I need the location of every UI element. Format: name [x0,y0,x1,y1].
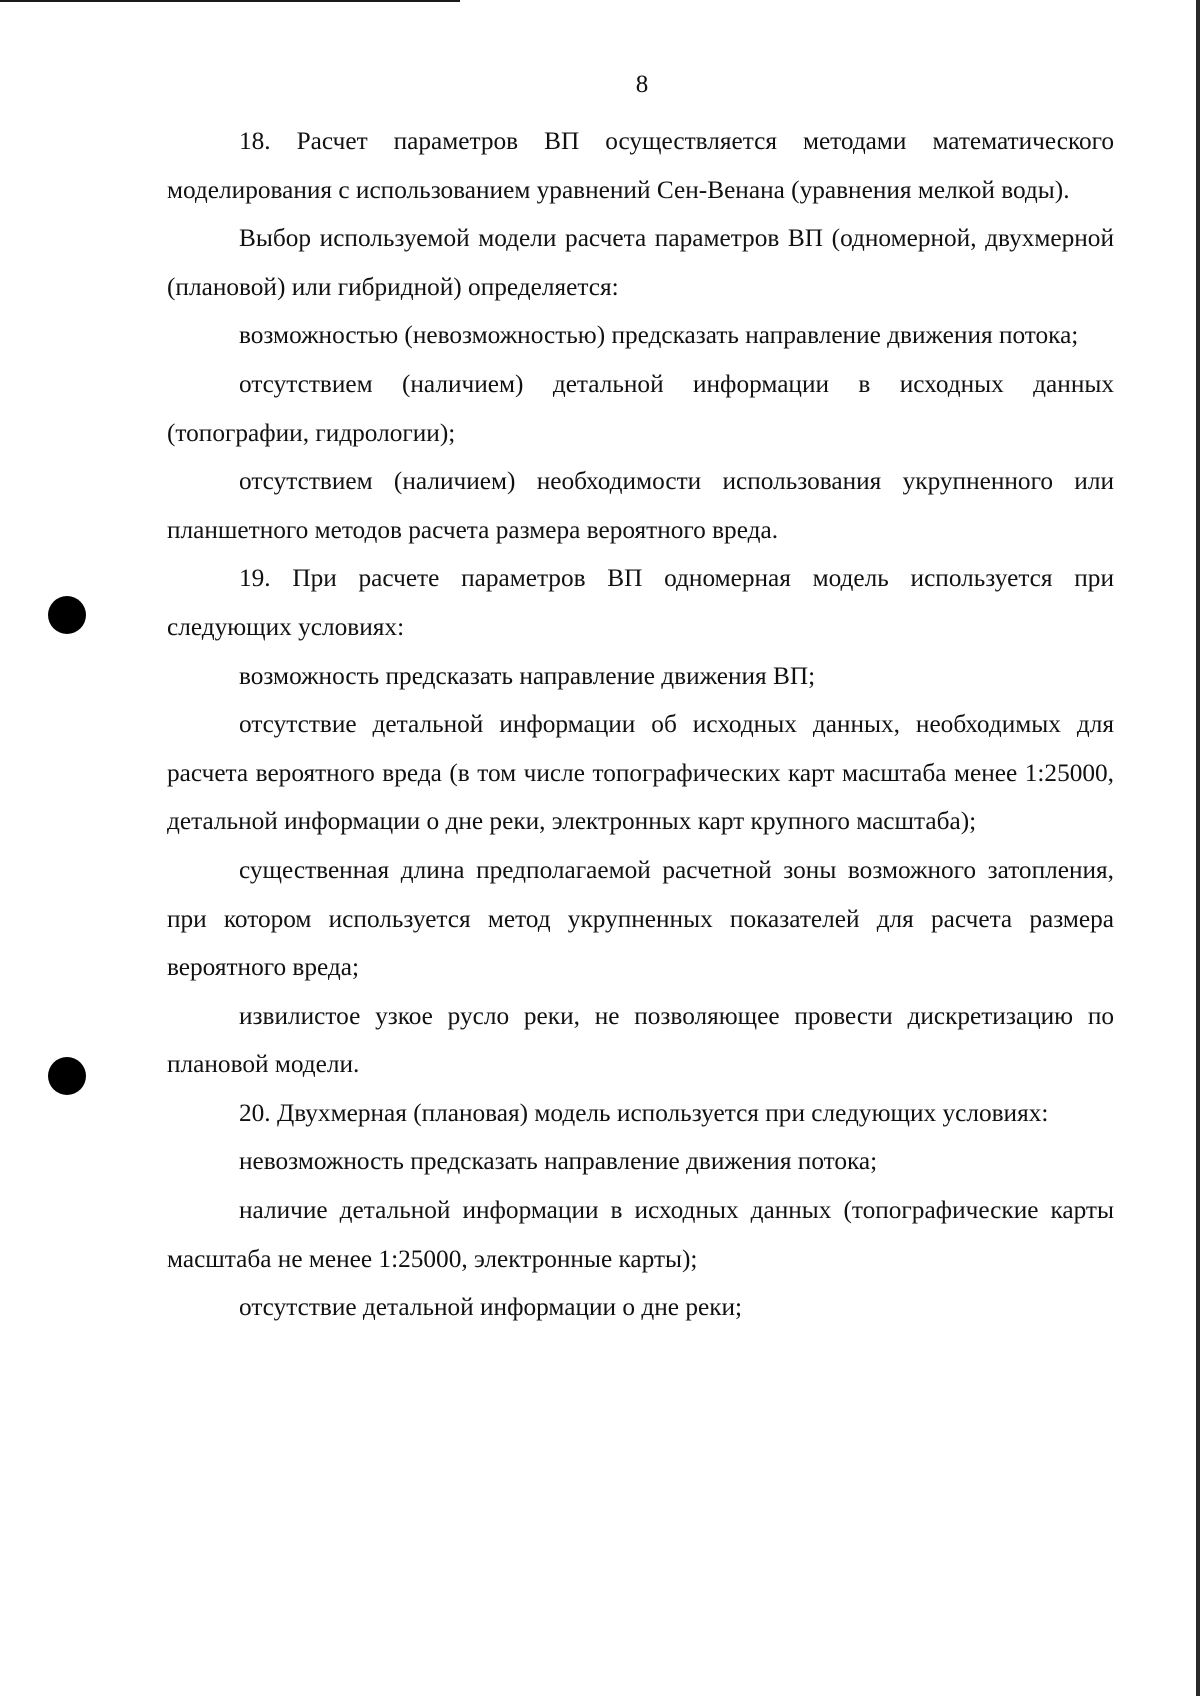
punch-hole-mark [48,596,86,634]
list-item-river-channel: извилистое узкое русло реки, не позволяющее провести дискретизацию по плановой модели. [167,1001,1114,1079]
paragraph-18-intro: 18. Расчет параметров ВП осуществляется методами математического моделирования с использованием уравнений Сен-Венана (уравнения мелкой воды). [167,127,1114,204]
paragraph-20-intro: 20. Двухмерная (плановая) модель используется при следующих условиях: [239,1098,1049,1127]
list-item-unpredictable-flow: невозможность предсказать направление движения потока; [239,1147,878,1176]
list-item-calc-method: отсутствием (наличием) необходимости использования укрупненного или планшетного методов расчета размера вероятного вреда. [167,467,1114,544]
list-item-no-detail-info: отсутствие детальной информации об исходных данных, необходимых для расчета вероятного вреда (в том числе топографических карт масштаба менее 1:25000, детальной информации о дне реки, электронных карт крупного масштаба); [167,710,1114,836]
list-item-no-riverbed-info: отсутствие детальной информации о дне реки; [239,1293,743,1322]
paragraph-model-choice: Выбор используемой модели расчета параметров ВП (одномерной, двухмерной (плановой) или гибридной) определяется: [167,224,1114,301]
list-item-detail-available: наличие детальной информации в исходных данных (топографические карты масштаба не менее 1:25000, электронные карты); [167,1196,1114,1273]
scan-border-right [1196,0,1200,1696]
punch-hole-mark [48,1057,86,1095]
list-item-flow-direction: возможностью (невозможностью) предсказать направление движения потока; [239,321,1079,350]
page-number: 8 [635,71,649,98]
list-item-predict-direction: возможность предсказать направление движения ВП; [239,661,816,690]
paragraph-19-intro: 19. При расчете параметров ВП одномерная модель используется при следующих условиях: [167,564,1114,641]
list-item-zone-length: существенная длина предполагаемой расчетной зоны возможного затопления, при котором используется метод укрупненных показателей для расчета размера вероятного вреда; [167,855,1114,982]
document-body [167,117,1114,1332]
list-item-detail-info: отсутствием (наличием) детальной информации в исходных данных (топографии, гидрологии); [167,369,1114,447]
scan-border-top [0,0,460,2]
